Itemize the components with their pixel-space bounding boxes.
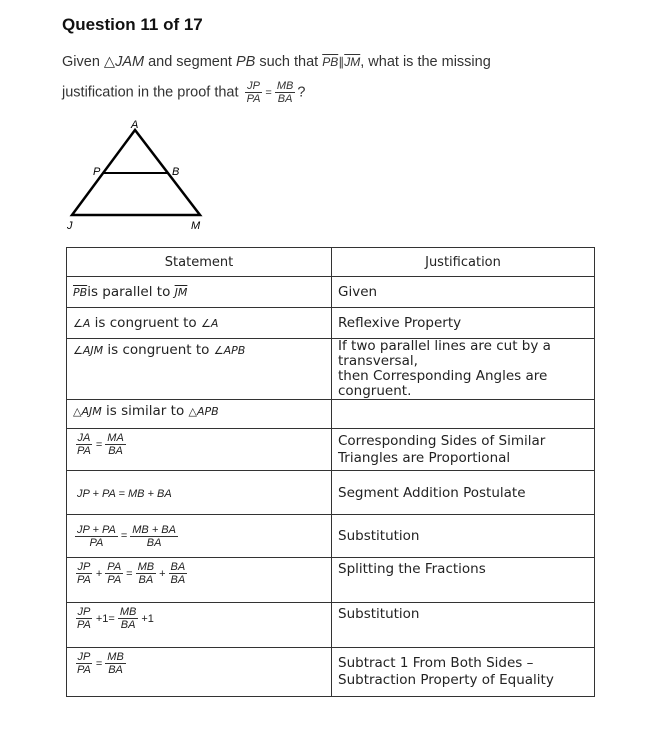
numerator: BA <box>170 561 186 573</box>
statement-text: is parallel to <box>87 284 175 300</box>
justification-line: If two parallel lines are cut by a transversal, <box>338 338 551 369</box>
fraction <box>75 561 93 586</box>
numerator: JP <box>247 80 260 92</box>
triangle-name: JAM <box>115 54 145 70</box>
prompt-text: such that <box>255 54 323 70</box>
justification-cell-missing <box>332 400 595 429</box>
justification-cell: Splitting the Fractions <box>332 558 595 603</box>
denominator: PA <box>107 574 122 586</box>
table-row <box>67 471 595 515</box>
denominator: BA <box>108 664 123 676</box>
denominator: PA <box>246 93 261 105</box>
statement-cell <box>67 471 332 515</box>
statement-cell <box>67 339 332 400</box>
denominator: BA <box>146 536 162 549</box>
justification-line: then Corresponding Angles are congruent. <box>338 368 548 399</box>
justification-cell <box>332 648 595 697</box>
denominator: PA <box>77 664 91 676</box>
fraction <box>130 524 178 549</box>
triangle-figure <box>62 115 222 235</box>
statement-cell <box>67 400 332 429</box>
segment-jm: $\overline{JM}$ <box>344 55 361 69</box>
angle: ∠AJM <box>73 344 104 357</box>
prompt-text: Given △ <box>62 54 116 70</box>
numerator: MB <box>107 651 124 663</box>
angle: ∠A <box>200 317 219 330</box>
justification-cell: Substitution <box>332 515 595 558</box>
denominator: BA <box>108 445 123 457</box>
question-prompt-line2 <box>62 80 305 105</box>
segment-name: PB <box>235 54 256 70</box>
fraction <box>275 80 296 105</box>
denominator: BA <box>138 574 154 586</box>
prompt-text: justification in the proof that <box>62 84 243 101</box>
label-a: A <box>131 119 139 131</box>
table-row <box>67 400 595 429</box>
equals-sign: = <box>265 86 272 99</box>
label-j: J <box>67 220 73 232</box>
triangle: △APB <box>188 405 219 418</box>
numerator: MA <box>107 432 124 444</box>
table-row <box>67 339 595 400</box>
fraction <box>105 561 123 586</box>
statement-cell <box>67 515 332 558</box>
numerator: MB <box>119 606 137 618</box>
justification-cell: Reflexive Property <box>332 308 595 339</box>
prompt-text: and segment <box>144 54 236 70</box>
justification-cell <box>332 339 595 400</box>
fraction <box>105 432 126 457</box>
statement-cell <box>67 603 332 648</box>
fraction <box>75 651 93 676</box>
equals-sign: = <box>95 657 103 670</box>
table-row <box>67 558 595 603</box>
denominator: PA <box>77 445 91 457</box>
statement-cell <box>67 277 332 308</box>
angle: ∠A <box>73 317 91 330</box>
denominator: PA <box>89 536 104 549</box>
table-row <box>67 603 595 648</box>
header-statement: Statement <box>67 248 332 277</box>
plus-sign: + <box>95 567 103 580</box>
denominator: BA <box>277 93 293 105</box>
numerator: JA <box>77 432 91 444</box>
prompt-text: , what is the missing <box>360 54 491 70</box>
statement-cell <box>67 558 332 603</box>
label-p: P <box>93 166 101 178</box>
equals-sign: = <box>126 567 133 580</box>
triangle: △AJM <box>73 405 102 418</box>
table-row <box>67 515 595 558</box>
equation: JP + PA = MB + BA <box>77 488 172 500</box>
question-counter: Question 11 of 17 <box>62 15 203 34</box>
fraction <box>245 80 263 105</box>
numerator: JP + PA <box>77 523 116 536</box>
plus-sign: + <box>159 567 166 580</box>
denominator: PA <box>77 574 91 586</box>
numerator: JP <box>77 651 91 663</box>
label-b: B <box>172 166 180 178</box>
statement-cell <box>67 648 332 697</box>
equals-sign: = <box>120 530 128 542</box>
statement-text: is similar to <box>101 403 189 419</box>
fraction <box>136 561 157 586</box>
numerator: JP <box>77 561 91 573</box>
statement-cell <box>67 429 332 471</box>
angle: ∠APB <box>213 344 246 357</box>
segment-pb: $\overline{PB}$ <box>322 55 339 69</box>
label-m: M <box>191 220 201 232</box>
segment: $\overline{PB}$ <box>73 286 88 299</box>
denominator: BA <box>170 574 186 586</box>
fraction <box>169 561 188 586</box>
numerator: MB <box>137 561 155 573</box>
proof-table <box>66 247 595 697</box>
segment: $\overline{JM}$ <box>174 286 188 299</box>
fraction <box>75 524 118 549</box>
justification-cell: Substitution <box>332 603 595 648</box>
plus-one-equals: +1= <box>95 612 115 625</box>
question-prompt-line1 <box>62 54 491 70</box>
statement-text: is congruent to <box>90 315 201 331</box>
justification-line: Subtraction Property of Equality <box>338 672 554 688</box>
justification-line: Corresponding Sides of Similar <box>338 432 546 449</box>
plus-one: +1 <box>141 612 154 625</box>
table-row <box>67 429 595 471</box>
fraction <box>75 606 93 631</box>
table-header-row <box>67 248 595 277</box>
statement-cell <box>67 308 332 339</box>
numerator: MB <box>276 80 294 92</box>
header-justification: Justification <box>332 248 595 277</box>
justification-line: Triangles are Proportional <box>338 449 511 466</box>
prompt-text: ? <box>297 84 306 101</box>
fraction <box>75 432 93 457</box>
denominator: PA <box>77 619 91 631</box>
fraction <box>118 606 139 631</box>
justification-cell: Segment Addition Postulate <box>332 471 595 515</box>
statement-text: is congruent to <box>103 342 214 358</box>
table-row <box>67 648 595 697</box>
numerator: MB + BA <box>132 523 176 536</box>
table-row <box>67 308 595 339</box>
numerator: JP <box>77 606 91 618</box>
equals-sign: = <box>95 438 103 451</box>
justification-cell <box>332 429 595 471</box>
justification-cell: Given <box>332 277 595 308</box>
justification-line: Subtract 1 From Both Sides – <box>338 655 534 671</box>
fraction <box>105 651 126 676</box>
parallel-symbol: ∥ <box>338 55 345 69</box>
denominator: BA <box>120 619 136 631</box>
numerator: PA <box>107 561 122 573</box>
table-row <box>67 277 595 308</box>
